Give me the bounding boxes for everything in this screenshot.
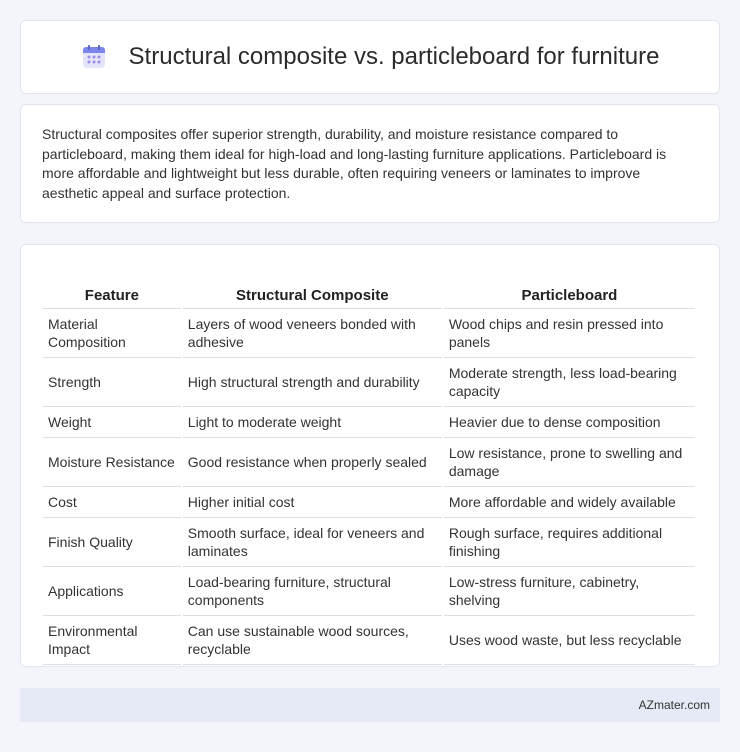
row-feature: Environmental Impact xyxy=(43,616,181,665)
table-row xyxy=(43,309,695,358)
row-feature: Weight xyxy=(43,407,181,438)
table-row xyxy=(43,518,695,567)
footer xyxy=(20,688,720,722)
row-particleboard: Moderate strength, less load-bearing capacity xyxy=(444,358,695,407)
calendar-grid-icon xyxy=(81,44,107,70)
table-row xyxy=(43,407,695,438)
row-particleboard: Low resistance, prone to swelling and damage xyxy=(444,438,695,487)
row-particleboard: Rough surface, requires additional finishing xyxy=(444,518,695,567)
table-row xyxy=(43,358,695,407)
row-particleboard: Heavier due to dense composition xyxy=(444,407,695,438)
summary-card xyxy=(20,104,720,223)
row-feature: Cost xyxy=(43,487,181,518)
footer-brand-link[interactable]: AZmater.com xyxy=(638,698,710,712)
table-row xyxy=(43,567,695,616)
header-feature: Feature xyxy=(43,265,181,309)
row-structural-composite: Good resistance when properly sealed xyxy=(183,438,442,487)
table-row xyxy=(43,487,695,518)
header-structural-composite: Structural Composite xyxy=(183,265,442,309)
table-row xyxy=(43,438,695,487)
row-structural-composite: Layers of wood veneers bonded with adhesive xyxy=(183,309,442,358)
row-structural-composite: Can use sustainable wood sources, recyclable xyxy=(183,616,442,665)
row-feature: Finish Quality xyxy=(43,518,181,567)
row-feature: Moisture Resistance xyxy=(43,438,181,487)
row-particleboard: Wood chips and resin pressed into panels xyxy=(444,309,695,358)
row-structural-composite: Load-bearing furniture, structural components xyxy=(183,567,442,616)
row-particleboard: More affordable and widely available xyxy=(444,487,695,518)
header-particleboard: Particleboard xyxy=(444,265,695,309)
comparison-table xyxy=(41,265,697,665)
row-feature: Applications xyxy=(43,567,181,616)
page-title: Structural composite vs. particleboard for furniture xyxy=(128,43,660,70)
row-structural-composite: Higher initial cost xyxy=(183,487,442,518)
comparison-table-card xyxy=(20,244,720,667)
table-row xyxy=(43,616,695,665)
row-feature: Strength xyxy=(43,358,181,407)
row-structural-composite: High structural strength and durability xyxy=(183,358,442,407)
row-particleboard: Uses wood waste, but less recyclable xyxy=(444,616,695,665)
row-structural-composite: Smooth surface, ideal for veneers and laminates xyxy=(183,518,442,567)
row-structural-composite: Light to moderate weight xyxy=(183,407,442,438)
row-feature: Material Composition xyxy=(43,309,181,358)
row-particleboard: Low-stress furniture, cabinetry, shelving xyxy=(444,567,695,616)
title-card xyxy=(20,20,720,94)
summary-text: Structural composites offer superior strength, durability, and moisture resistance compared to particleboard, making them ideal for high-load and long-lasting furniture applications. Particleboard is more affordable and lightweight but less durable, often requiring veneers or laminates to improve aesthetic appeal and surface protection. xyxy=(42,126,667,201)
table-header-row xyxy=(43,265,695,309)
